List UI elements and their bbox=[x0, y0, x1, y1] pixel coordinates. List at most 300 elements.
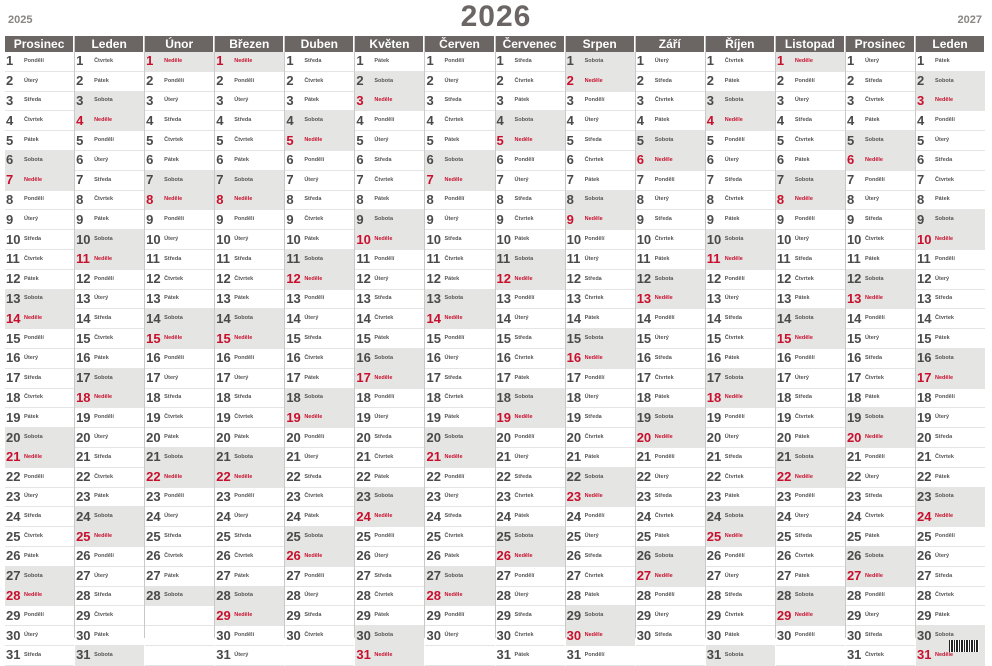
weekday-label: Pátek bbox=[304, 374, 319, 381]
weekday-label: Středa bbox=[374, 156, 392, 163]
day-text bbox=[374, 117, 394, 124]
day-text bbox=[585, 117, 599, 124]
weekday-label: Neděle bbox=[374, 651, 393, 658]
day-text bbox=[725, 315, 742, 322]
weekday-label: Sobota bbox=[654, 552, 674, 559]
day-number: 9 bbox=[636, 211, 644, 227]
day-row bbox=[285, 92, 354, 112]
day-text bbox=[795, 553, 814, 560]
weekday-label: Neděle bbox=[234, 612, 253, 619]
day-text bbox=[515, 375, 530, 382]
day-text bbox=[24, 335, 44, 342]
weekday-label: Středa bbox=[164, 117, 182, 124]
day-row bbox=[776, 547, 845, 567]
day-row bbox=[636, 290, 705, 310]
day-number: 7 bbox=[496, 172, 504, 188]
day-number: 22 bbox=[6, 469, 21, 485]
day-text bbox=[655, 58, 669, 65]
day-row bbox=[145, 72, 214, 92]
day-text bbox=[515, 177, 529, 184]
day-text bbox=[94, 137, 114, 144]
day-number: 26 bbox=[216, 548, 231, 564]
day-text bbox=[304, 533, 323, 540]
weekday-label: Pátek bbox=[724, 493, 740, 500]
weekday-label: Pátek bbox=[864, 255, 880, 262]
day-text bbox=[585, 78, 603, 85]
day-text bbox=[234, 256, 251, 263]
day-text bbox=[865, 177, 885, 184]
day-number: 5 bbox=[636, 132, 644, 148]
day-row bbox=[355, 72, 424, 92]
weekday-label: Středa bbox=[514, 612, 532, 619]
day-row bbox=[496, 52, 565, 72]
weekday-label: Pátek bbox=[24, 137, 39, 144]
day-row bbox=[355, 309, 424, 329]
weekday-label: Neděle bbox=[374, 97, 393, 104]
day-text bbox=[725, 157, 739, 164]
day-text bbox=[865, 533, 880, 540]
day-number: 2 bbox=[636, 73, 644, 89]
weekday-label: Středa bbox=[724, 592, 742, 599]
day-text bbox=[655, 276, 674, 283]
day-text bbox=[585, 493, 603, 500]
weekday-label: Pondělí bbox=[24, 473, 44, 480]
day-number: 13 bbox=[286, 290, 301, 306]
weekday-label: Sobota bbox=[794, 592, 814, 599]
day-row bbox=[215, 369, 284, 389]
weekday-label: Sobota bbox=[935, 493, 954, 500]
day-row bbox=[496, 290, 565, 310]
footer bbox=[5, 640, 987, 654]
month-column bbox=[496, 36, 566, 663]
day-row bbox=[636, 408, 705, 428]
day-row bbox=[776, 468, 845, 488]
weekday-label: Úterý bbox=[654, 57, 669, 64]
weekday-label: Úterý bbox=[164, 513, 179, 520]
day-text bbox=[795, 335, 813, 342]
day-number: 4 bbox=[776, 112, 785, 128]
day-row bbox=[916, 448, 985, 468]
day-number: 25 bbox=[706, 528, 722, 544]
weekday-label: Sobota bbox=[304, 394, 323, 401]
month-header: Leden bbox=[75, 36, 144, 52]
day-number: 2 bbox=[917, 73, 925, 89]
day-number: 10 bbox=[216, 231, 231, 247]
day-number: 28 bbox=[706, 587, 722, 603]
day-number: 13 bbox=[636, 290, 652, 306]
day-text bbox=[24, 553, 39, 560]
day-row bbox=[636, 151, 705, 171]
weekday-label: Neděle bbox=[584, 216, 603, 223]
weekday-label: Čtvrtek bbox=[864, 513, 884, 520]
day-row bbox=[5, 92, 74, 112]
weekday-label: Sobota bbox=[374, 493, 394, 500]
day-number: 10 bbox=[426, 231, 441, 247]
day-row bbox=[285, 210, 354, 230]
weekday-label: Středa bbox=[724, 453, 742, 460]
day-text bbox=[585, 513, 605, 520]
weekday-label: Pondělí bbox=[444, 57, 465, 64]
day-row bbox=[496, 191, 565, 211]
day-number: 20 bbox=[76, 429, 91, 445]
day-text bbox=[444, 97, 461, 104]
day-text bbox=[304, 513, 319, 520]
day-text bbox=[94, 58, 113, 65]
day-number: 5 bbox=[917, 132, 925, 148]
weekday-label: Pondělí bbox=[24, 57, 44, 64]
day-row bbox=[425, 290, 494, 310]
day-number: 12 bbox=[566, 271, 582, 287]
day-number: 2 bbox=[6, 73, 14, 89]
day-row bbox=[566, 250, 635, 270]
day-text bbox=[655, 97, 674, 104]
day-number: 19 bbox=[706, 409, 722, 425]
day-row bbox=[425, 567, 494, 587]
day-row bbox=[5, 250, 74, 270]
day-row bbox=[215, 210, 284, 230]
day-row bbox=[355, 230, 424, 250]
weekday-label: Pátek bbox=[864, 117, 880, 124]
day-number: 29 bbox=[6, 607, 21, 623]
weekday-label: Neděle bbox=[724, 255, 743, 262]
weekday-label: Pondělí bbox=[935, 394, 955, 401]
day-row bbox=[425, 111, 494, 131]
day-text bbox=[515, 513, 530, 520]
day-row bbox=[75, 567, 144, 587]
weekday-label: Pátek bbox=[24, 552, 39, 559]
day-number: 22 bbox=[496, 469, 512, 485]
day-number: 27 bbox=[76, 568, 91, 584]
day-number: 22 bbox=[356, 469, 371, 485]
day-number: 2 bbox=[566, 73, 574, 89]
day-number: 23 bbox=[706, 488, 722, 504]
day-number: 24 bbox=[6, 508, 21, 524]
day-text bbox=[24, 573, 43, 580]
weekday-label: Pondělí bbox=[444, 473, 465, 480]
day-number: 1 bbox=[6, 53, 14, 69]
weekday-label: Sobota bbox=[584, 612, 604, 619]
day-row bbox=[916, 369, 985, 389]
day-row bbox=[145, 309, 214, 329]
day-number: 25 bbox=[566, 528, 582, 544]
day-text bbox=[374, 236, 392, 243]
day-row bbox=[636, 428, 705, 448]
day-number: 13 bbox=[356, 290, 371, 306]
weekday-label: Středa bbox=[794, 117, 812, 124]
day-row bbox=[425, 230, 494, 250]
day-text bbox=[655, 493, 672, 500]
day-text bbox=[865, 513, 884, 520]
day-number: 6 bbox=[636, 152, 644, 168]
day-text bbox=[24, 493, 38, 500]
day-row bbox=[285, 408, 354, 428]
day-text bbox=[234, 137, 253, 144]
day-number: 8 bbox=[6, 191, 14, 207]
weekday-label: Úterý bbox=[724, 572, 739, 579]
day-row bbox=[355, 547, 424, 567]
day-row bbox=[636, 527, 705, 547]
day-number: 28 bbox=[426, 587, 441, 603]
day-text bbox=[374, 553, 388, 560]
day-text bbox=[935, 335, 950, 342]
day-number: 26 bbox=[496, 548, 512, 564]
day-number: 2 bbox=[496, 73, 504, 89]
day-text bbox=[795, 117, 812, 124]
month-column bbox=[706, 36, 776, 663]
day-row bbox=[706, 131, 775, 151]
day-text bbox=[795, 177, 814, 184]
day-row bbox=[425, 507, 494, 527]
weekday-label: Pátek bbox=[444, 137, 460, 144]
day-text bbox=[655, 196, 669, 203]
weekday-label: Čtvrtek bbox=[304, 632, 324, 638]
day-text bbox=[515, 276, 533, 283]
day-text bbox=[655, 434, 673, 441]
day-text bbox=[865, 454, 885, 461]
day-number: 17 bbox=[146, 370, 161, 386]
day-number: 20 bbox=[6, 429, 21, 445]
day-row bbox=[215, 389, 284, 409]
day-row bbox=[916, 191, 985, 211]
day-text bbox=[515, 196, 532, 203]
day-text bbox=[24, 256, 43, 263]
weekday-label: Neděle bbox=[935, 374, 954, 381]
day-text bbox=[725, 355, 740, 362]
day-number: 27 bbox=[917, 568, 932, 584]
weekday-label: Úterý bbox=[444, 77, 459, 84]
day-row bbox=[215, 507, 284, 527]
day-number: 9 bbox=[776, 211, 785, 227]
day-row bbox=[776, 270, 845, 290]
day-row bbox=[425, 349, 494, 369]
day-row bbox=[846, 349, 915, 369]
day-number: 3 bbox=[6, 92, 14, 108]
day-text bbox=[94, 474, 113, 481]
day-text bbox=[935, 196, 950, 203]
day-row bbox=[846, 527, 915, 547]
day-number: 30 bbox=[426, 627, 441, 643]
day-text bbox=[164, 335, 182, 342]
day-text bbox=[795, 434, 810, 441]
month-header: Prosinec bbox=[846, 36, 915, 52]
day-row bbox=[916, 527, 985, 547]
day-row bbox=[215, 290, 284, 310]
day-number: 4 bbox=[917, 112, 925, 128]
weekday-label: Pondělí bbox=[654, 176, 675, 183]
day-text bbox=[304, 632, 323, 639]
day-text bbox=[94, 177, 111, 184]
day-number: 28 bbox=[496, 587, 512, 603]
day-number: 2 bbox=[146, 73, 154, 89]
weekday-label: Pondělí bbox=[444, 335, 465, 342]
day-text bbox=[515, 137, 533, 144]
day-row bbox=[496, 448, 565, 468]
day-row bbox=[566, 111, 635, 131]
day-text bbox=[234, 117, 251, 124]
day-number: 1 bbox=[846, 53, 855, 69]
day-row bbox=[566, 309, 635, 329]
weekday-label: Pátek bbox=[374, 473, 390, 480]
day-row bbox=[215, 72, 284, 92]
weekday-label: Pondělí bbox=[864, 453, 885, 460]
day-number: 6 bbox=[917, 152, 925, 168]
day-text bbox=[24, 474, 44, 481]
day-number: 21 bbox=[776, 449, 792, 465]
day-row bbox=[355, 527, 424, 547]
day-number: 6 bbox=[706, 152, 715, 168]
day-text bbox=[865, 256, 880, 263]
day-number: 16 bbox=[846, 350, 862, 366]
day-row bbox=[636, 131, 705, 151]
day-row bbox=[496, 428, 565, 448]
day-row bbox=[75, 270, 144, 290]
weekday-label: Neděle bbox=[94, 117, 113, 124]
day-number: 23 bbox=[146, 488, 161, 504]
day-number: 22 bbox=[76, 469, 91, 485]
weekday-label: Pondělí bbox=[584, 236, 605, 243]
weekday-label: Středa bbox=[24, 97, 42, 104]
day-text bbox=[234, 414, 253, 421]
day-number: 3 bbox=[846, 92, 855, 108]
day-number: 30 bbox=[566, 627, 582, 643]
day-number: 22 bbox=[216, 469, 231, 485]
day-text bbox=[935, 632, 954, 639]
day-number: 10 bbox=[846, 231, 862, 247]
day-number: 31 bbox=[566, 647, 582, 663]
weekday-label: Pátek bbox=[94, 216, 109, 223]
day-row bbox=[636, 448, 705, 468]
day-text bbox=[444, 177, 462, 184]
day-text bbox=[24, 196, 44, 203]
month-header: Červenec bbox=[496, 36, 565, 52]
day-row bbox=[145, 408, 214, 428]
weekday-label: Úterý bbox=[164, 374, 179, 381]
weekday-label: Neděle bbox=[584, 632, 603, 638]
day-number: 28 bbox=[216, 587, 231, 603]
day-row bbox=[706, 488, 775, 508]
weekday-label: Čtvrtek bbox=[654, 236, 674, 243]
day-number: 27 bbox=[846, 568, 862, 584]
weekday-label: Úterý bbox=[654, 612, 669, 619]
day-row bbox=[636, 349, 705, 369]
day-row bbox=[636, 488, 705, 508]
day-number: 26 bbox=[706, 548, 722, 564]
day-number: 7 bbox=[917, 172, 925, 188]
day-text bbox=[374, 632, 393, 639]
day-row bbox=[5, 448, 74, 468]
day-text bbox=[94, 553, 114, 560]
weekday-label: Úterý bbox=[584, 255, 599, 262]
day-row bbox=[846, 92, 915, 112]
day-text bbox=[585, 394, 599, 401]
weekday-label: Čtvrtek bbox=[584, 156, 604, 163]
day-text bbox=[444, 493, 458, 500]
day-text bbox=[374, 256, 394, 263]
day-number: 12 bbox=[636, 271, 652, 287]
day-row bbox=[355, 567, 424, 587]
day-row bbox=[706, 230, 775, 250]
day-text bbox=[795, 355, 815, 362]
weekday-label: Sobota bbox=[794, 176, 814, 183]
day-row bbox=[706, 151, 775, 171]
day-row bbox=[776, 191, 845, 211]
day-row bbox=[425, 151, 494, 171]
day-text bbox=[725, 573, 739, 580]
day-number: 18 bbox=[706, 389, 722, 405]
day-text bbox=[444, 573, 463, 580]
weekday-label: Sobota bbox=[304, 255, 323, 262]
day-row bbox=[425, 329, 494, 349]
day-number: 27 bbox=[426, 568, 441, 584]
weekday-label: Neděle bbox=[584, 354, 603, 361]
day-text bbox=[585, 256, 599, 263]
day-text bbox=[94, 493, 109, 500]
day-row bbox=[496, 567, 565, 587]
day-number: 17 bbox=[426, 370, 441, 386]
day-row bbox=[496, 309, 565, 329]
weekday-label: Čtvrtek bbox=[24, 394, 43, 401]
day-number: 10 bbox=[356, 231, 371, 247]
day-row bbox=[846, 329, 915, 349]
day-number: 20 bbox=[636, 429, 652, 445]
day-text bbox=[164, 414, 183, 421]
day-number: 7 bbox=[76, 172, 84, 188]
weekday-label: Středa bbox=[864, 77, 883, 84]
weekday-label: Středa bbox=[374, 434, 392, 441]
day-number: 27 bbox=[146, 568, 161, 584]
day-number: 23 bbox=[776, 488, 792, 504]
day-text bbox=[234, 97, 248, 104]
weekday-label: Středa bbox=[94, 453, 112, 460]
day-row bbox=[496, 111, 565, 131]
weekday-label: Středa bbox=[514, 473, 532, 480]
day-row bbox=[75, 389, 144, 409]
day-text bbox=[515, 78, 534, 85]
day-text bbox=[24, 592, 42, 599]
weekday-label: Úterý bbox=[794, 374, 809, 381]
day-number: 18 bbox=[216, 389, 231, 405]
day-text bbox=[795, 533, 812, 540]
day-text bbox=[515, 553, 533, 560]
day-row bbox=[706, 527, 775, 547]
weekday-label: Sobota bbox=[164, 315, 183, 322]
day-text bbox=[94, 612, 113, 619]
day-text bbox=[444, 375, 461, 382]
day-row bbox=[846, 448, 915, 468]
day-number: 4 bbox=[846, 112, 855, 128]
day-number: 4 bbox=[706, 112, 715, 128]
weekday-label: Neděle bbox=[514, 552, 533, 559]
day-number: 8 bbox=[426, 191, 434, 207]
day-row bbox=[355, 369, 424, 389]
weekday-label: Úterý bbox=[24, 632, 39, 638]
day-number: 1 bbox=[286, 53, 294, 69]
day-number: 26 bbox=[846, 548, 862, 564]
weekday-label: Čtvrtek bbox=[24, 117, 43, 124]
weekday-label: Pátek bbox=[234, 434, 249, 441]
day-text bbox=[234, 454, 253, 461]
day-number: 12 bbox=[846, 271, 862, 287]
weekday-label: Neděle bbox=[514, 275, 533, 282]
day-number: 4 bbox=[356, 112, 364, 128]
day-number: 10 bbox=[917, 231, 932, 247]
day-text bbox=[444, 256, 463, 263]
day-row bbox=[636, 587, 705, 607]
day-number: 6 bbox=[216, 152, 224, 168]
day-text bbox=[655, 533, 670, 540]
day-number: 15 bbox=[636, 330, 652, 346]
month-column bbox=[566, 36, 636, 663]
